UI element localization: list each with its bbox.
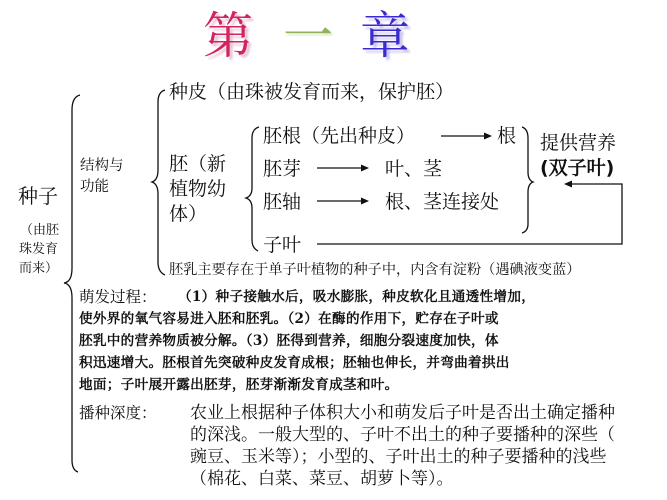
germination-line-3: 胚乳中的营养物质被分解。（3）胚得到营养，细胞分裂速度加快，体 xyxy=(79,333,499,349)
arrowhead-root xyxy=(484,133,492,140)
plumule-text: 胚芽 xyxy=(263,158,302,180)
seed-origin-2: 珠发育 xyxy=(19,242,59,257)
seed-origin-3: 而来） xyxy=(19,261,59,276)
structure-brace xyxy=(152,90,165,275)
structure-label-1: 结构与 xyxy=(80,158,124,174)
seed-label: 种子 xyxy=(18,184,58,208)
sowing-depth-label: 播种深度： xyxy=(79,404,157,422)
sowing-depth-line-1: 农业上根据种子体积大小和萌发后子叶是否出土确定播种 xyxy=(190,403,615,423)
structure-label-2: 功能 xyxy=(80,179,109,195)
sowing-depth-line-4: （棉花、白菜、菜豆、胡萝卜等）。 xyxy=(190,469,454,489)
arrowhead-cotyledon xyxy=(564,181,572,188)
arrowhead-plumule xyxy=(361,165,369,172)
sowing-depth-line-2: 的深浅。一般大型的、子叶不出土的种子要播种的深些（ xyxy=(190,425,615,445)
nutrition-text-1: 提供营养 xyxy=(540,132,617,154)
radicle-becomes: 根 xyxy=(497,125,517,147)
endosperm-note: 胚乳主要存在于单子叶植物的种子中，内含有淀粉（遇碘液变蓝） xyxy=(169,262,581,278)
sowing-depth-line-3: 豌豆、玉米等）；小型的、子叶出土的种子要播种的浅些 xyxy=(190,447,607,467)
germination-line-4: 积迅速增大。胚根首先突破种皮发育成根；胚轴也伸长，并弯曲着拱出 xyxy=(79,355,510,371)
radicle-text: 胚根（先出种皮） xyxy=(263,125,416,147)
title-char-3: 章 xyxy=(360,7,410,65)
arrowhead-hypocotyl xyxy=(361,198,369,205)
cotyledon-text: 子叶 xyxy=(263,234,302,256)
embryo-brace xyxy=(246,127,259,251)
title-char-1: 第 xyxy=(203,7,253,65)
hypocotyl-becomes: 根、茎连接处 xyxy=(385,191,500,213)
seed-brace xyxy=(64,95,80,472)
seed-origin-1: （由胚 xyxy=(20,223,60,238)
seed-coat-text: 种皮（由珠被发育而来，保护胚） xyxy=(169,81,455,103)
nutrition-brace xyxy=(522,127,533,233)
title-char-2: 一 xyxy=(283,7,333,65)
hypocotyl-text: 胚轴 xyxy=(263,191,302,213)
embryo-label-2: 植物幼 xyxy=(169,178,227,200)
embryo-label-1: 胚（新 xyxy=(169,153,227,175)
germination-label: 萌发过程： xyxy=(79,288,157,306)
embryo-label-3: 体） xyxy=(169,203,208,225)
germination-line-5: 地面；子叶展开露出胚芽，胚芽渐渐发育成茎和叶。 xyxy=(79,377,399,393)
germination-line-2: 使外界的氧气容易进入胚和胚乳。（2）在酶的作用下，贮存在子叶或 xyxy=(79,311,499,327)
germination-line-1: （1）种子接触水后，吸水膨胀，种皮软化且通透性增加， xyxy=(178,289,536,305)
plumule-becomes: 叶、茎 xyxy=(385,158,443,180)
nutrition-text-2: (双子叶) xyxy=(540,157,615,179)
